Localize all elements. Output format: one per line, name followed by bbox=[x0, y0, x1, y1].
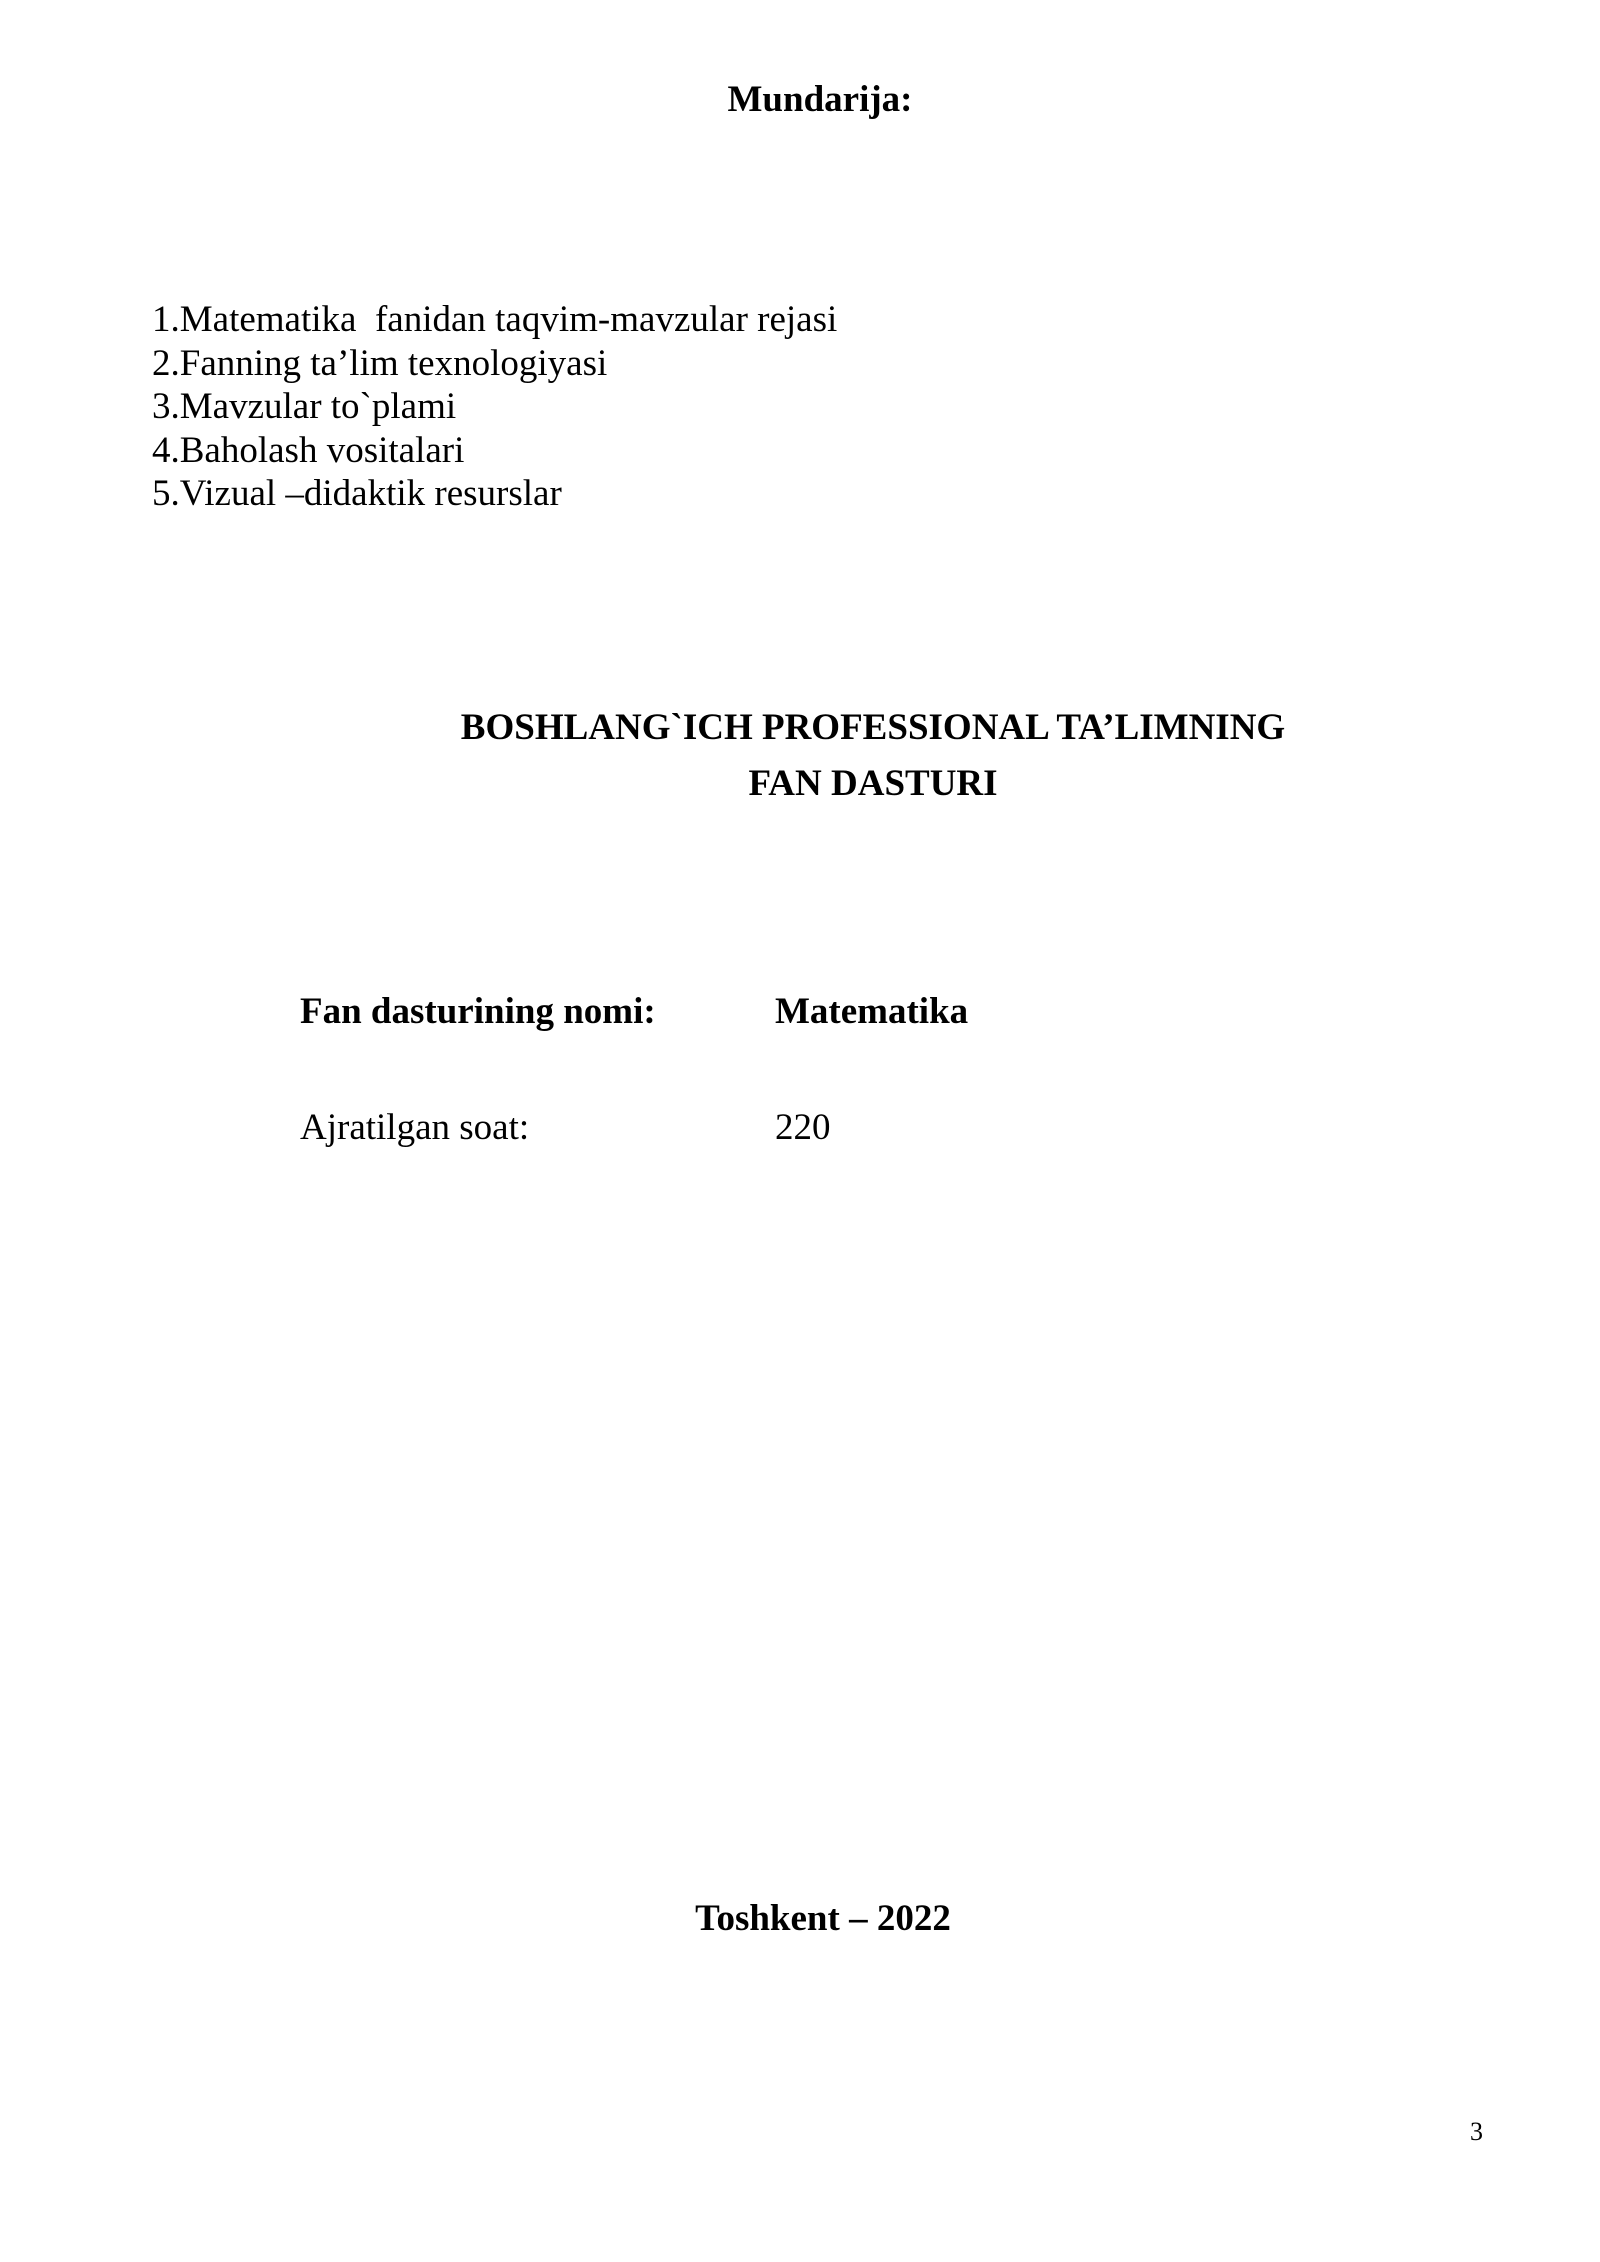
toc-title: Mundarija: bbox=[727, 79, 913, 120]
toc-list bbox=[152, 298, 837, 516]
toc-item: 4.Baholash vositalari bbox=[152, 429, 465, 471]
allocated-hours-label: Ajratilgan soat: bbox=[300, 1107, 530, 1148]
program-heading-line: FAN DASTURI bbox=[748, 763, 998, 804]
program-name-value: Matematika bbox=[775, 991, 969, 1032]
footer-city-year: Toshkent – 2022 bbox=[695, 1898, 951, 1939]
toc-item: 1.Matematika fanidan taqvim-mavzular rejasi bbox=[152, 299, 838, 340]
program-name-label: Fan dasturining nomi: bbox=[300, 991, 656, 1032]
toc-item: 2.Fanning ta’lim texnologiyasi bbox=[152, 342, 608, 384]
page-number: 3 bbox=[1470, 2117, 1483, 2146]
program-heading bbox=[0, 700, 1600, 812]
program-heading-line: BOSHLANG`ICH PROFESSIONAL TA’LIMNING bbox=[460, 707, 1286, 748]
allocated-hours-value: 220 bbox=[775, 1107, 831, 1148]
toc-item: 5.Vizual –didaktik resurslar bbox=[152, 473, 562, 514]
toc-item: 3.Mavzular to`plami bbox=[152, 386, 457, 427]
